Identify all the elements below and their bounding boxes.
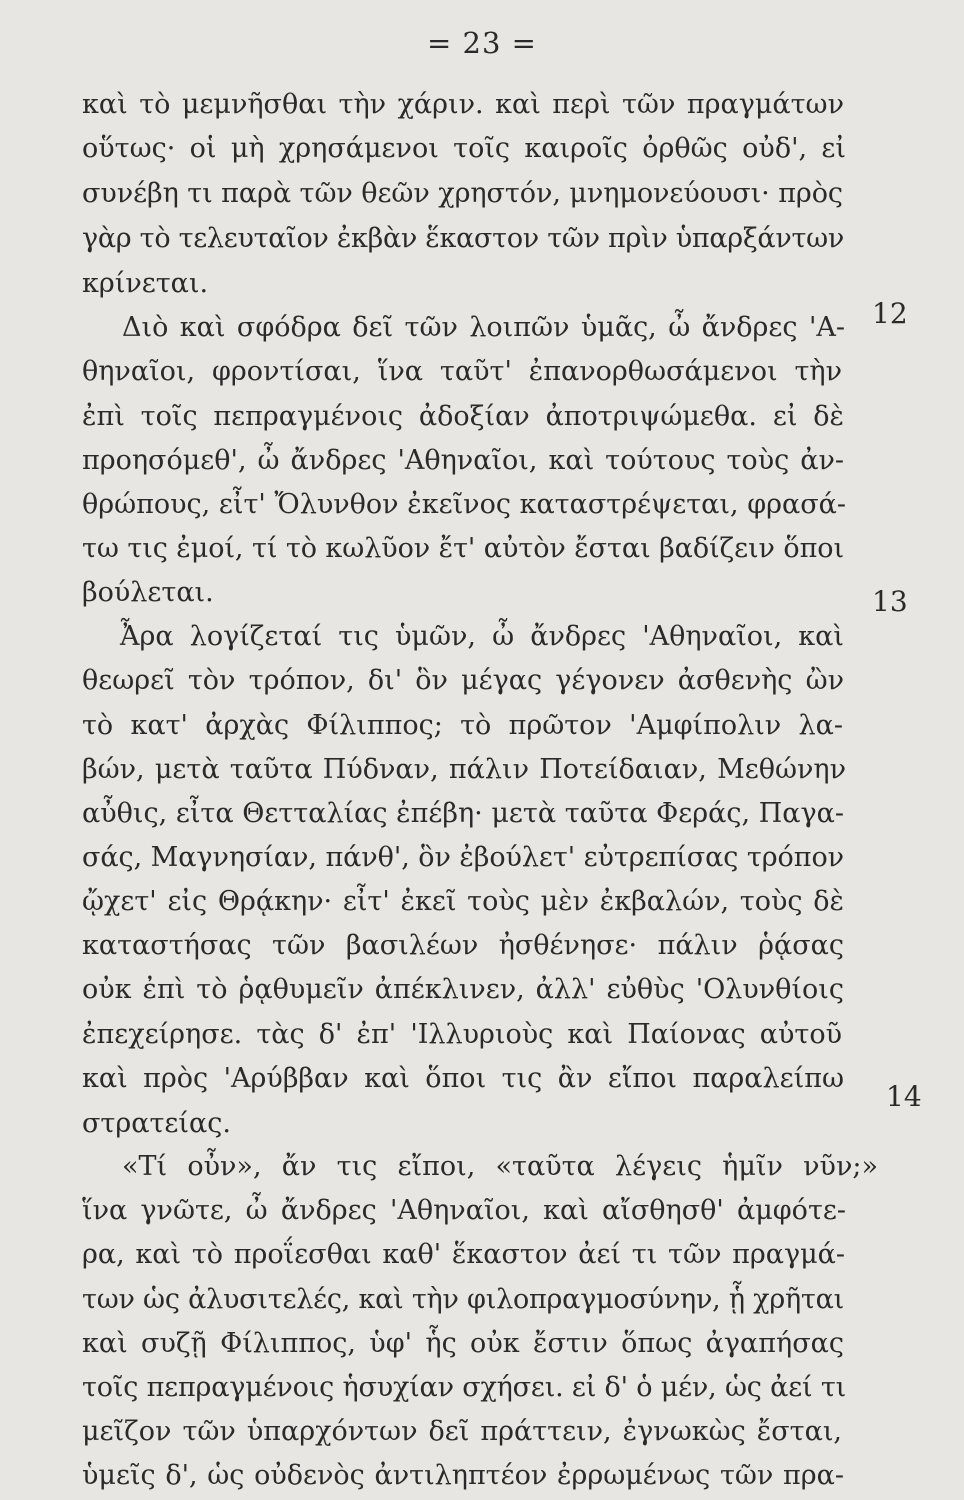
text-line-4: γὰρ τὸ τελευταῖον ἐκβὰν ἕκαστον τῶν πρὶν ὑπαρξάντων bbox=[82, 223, 844, 254]
text-line-32: ὑμεῖς δ', ὡς οὐδενὸς ἀντιληπτέον ἐρρωμένως τῶν πρα- bbox=[82, 1460, 844, 1491]
text-line-18: σάς, Μαγνησίαν, πάνθ', ὃν ἐβούλετ' εὐτρεπίσας τρόπον bbox=[82, 842, 844, 873]
section-number-12: 12 bbox=[872, 297, 908, 330]
text-line-9: προησόμεθ', ὦ ἄνδρες 'Αθηναῖοι, καὶ τούτους τοὺς ἀν- bbox=[82, 445, 844, 476]
text-line-2: οὕτως· οἱ μὴ χρησάμενοι τοῖς καιροῖς ὀρθῶς οὐδ', εἰ bbox=[82, 133, 846, 164]
text-line-11: τω τις ἐμοί, τί τὸ κωλῦον ἔτ' αὐτὸν ἔσται βαδίζειν ὅποι bbox=[82, 533, 844, 564]
text-line-15: τὸ κατ' ἀρχὰς Φίλιππος; τὸ πρῶτον 'Αμφίπολιν λα- bbox=[82, 710, 843, 741]
section-number-14: 14 bbox=[886, 1080, 922, 1113]
text-line-3: συνέβη τι παρὰ τῶν θεῶν χρηστόν, μνημονεύουσι· πρὸς bbox=[82, 178, 843, 209]
text-line-23: καὶ πρὸς 'Αρύββαν καὶ ὅποι τις ἂν εἴποι παραλείπω bbox=[82, 1063, 844, 1094]
page-number: = 23 = bbox=[427, 26, 537, 60]
text-line-25: «Τί οὖν», ἄν τις εἴποι, «ταῦτα λέγεις ἡμῖν νῦν;» bbox=[122, 1151, 878, 1182]
text-line-27: ρα, καὶ τὸ προΐεσθαι καθ' ἕκαστον ἀεί τι τῶν πραγμά- bbox=[82, 1239, 845, 1270]
text-line-21: οὐκ ἐπὶ τὸ ῥᾳθυμεῖν ἀπέκλινεν, ἀλλ' εὐθὺς 'Ολυνθίοις bbox=[82, 974, 844, 1005]
text-line-12: βούλεται. bbox=[82, 577, 214, 608]
text-line-10: θρώπους, εἶτ' Ὄλυνθον ἐκεῖνος καταστρέψεται, φρασά- bbox=[82, 489, 846, 520]
text-line-26: ἵνα γνῶτε, ὦ ἄνδρες 'Αθηναῖοι, καὶ αἴσθησθ' ἀμφότε- bbox=[82, 1195, 846, 1226]
section-number-13: 13 bbox=[872, 585, 908, 618]
text-line-1: καὶ τὸ μεμνῆσθαι τὴν χάριν. καὶ περὶ τῶν πραγμάτων bbox=[82, 89, 844, 120]
text-line-14: θεωρεῖ τὸν τρόπον, δι' ὃν μέγας γέγονεν ἀσθενὴς ὢν bbox=[82, 665, 844, 696]
text-line-30: τοῖς πεπραγμένοις ἡσυχίαν σχήσει. εἰ δ' ὁ μέν, ὡς ἀεί τι bbox=[82, 1372, 846, 1403]
text-line-24: στρατείας. bbox=[82, 1108, 231, 1139]
text-line-17: αὖθις, εἶτα Θετταλίας ἐπέβη· μετὰ ταῦτα Φεράς, Παγα- bbox=[82, 798, 844, 829]
text-line-28: των ὡς ἀλυσιτελές, καὶ τὴν φιλοπραγμοσύνην, ᾗ χρῆται bbox=[82, 1284, 844, 1315]
text-line-13: Ἆρα λογίζεταί τις ὑμῶν, ὦ ἄνδρες 'Αθηναῖοι, καὶ bbox=[120, 621, 844, 652]
text-line-19: ᾤχετ' εἰς Θρᾴκην· εἶτ' ἐκεῖ τοὺς μὲν ἐκβαλών, τοὺς δὲ bbox=[82, 886, 844, 917]
text-line-16: βών, μετὰ ταῦτα Πύδναν, πάλιν Ποτείδαιαν, Μεθώνην bbox=[82, 754, 846, 785]
text-line-5: κρίνεται. bbox=[82, 268, 209, 299]
text-line-8: ἐπὶ τοῖς πεπραγμένοις ἀδοξίαν ἀποτριψώμεθα. εἰ δὲ bbox=[82, 401, 844, 432]
text-line-6: Διὸ καὶ σφόδρα δεῖ τῶν λοιπῶν ὑμᾶς, ὦ ἄνδρες 'Α- bbox=[122, 312, 845, 343]
text-line-7: θηναῖοι, φροντίσαι, ἵνα ταῦτ' ἐπανορθωσάμενοι τὴν bbox=[82, 356, 842, 387]
text-line-31: μεῖζον τῶν ὑπαρχόντων δεῖ πράττειν, ἐγνωκὼς ἔσται, bbox=[82, 1416, 842, 1447]
text-line-29: καὶ συζῇ Φίλιππος, ὑφ' ἧς οὐκ ἔστιν ὅπως ἀγαπήσας bbox=[82, 1328, 844, 1359]
text-line-22: ἐπεχείρησε. τὰς δ' ἐπ' 'Ιλλυριοὺς καὶ Παίονας αὐτοῦ bbox=[82, 1019, 842, 1050]
text-line-20: καταστήσας τῶν βασιλέων ἠσθένησε· πάλιν ῥᾴσας bbox=[82, 930, 844, 961]
